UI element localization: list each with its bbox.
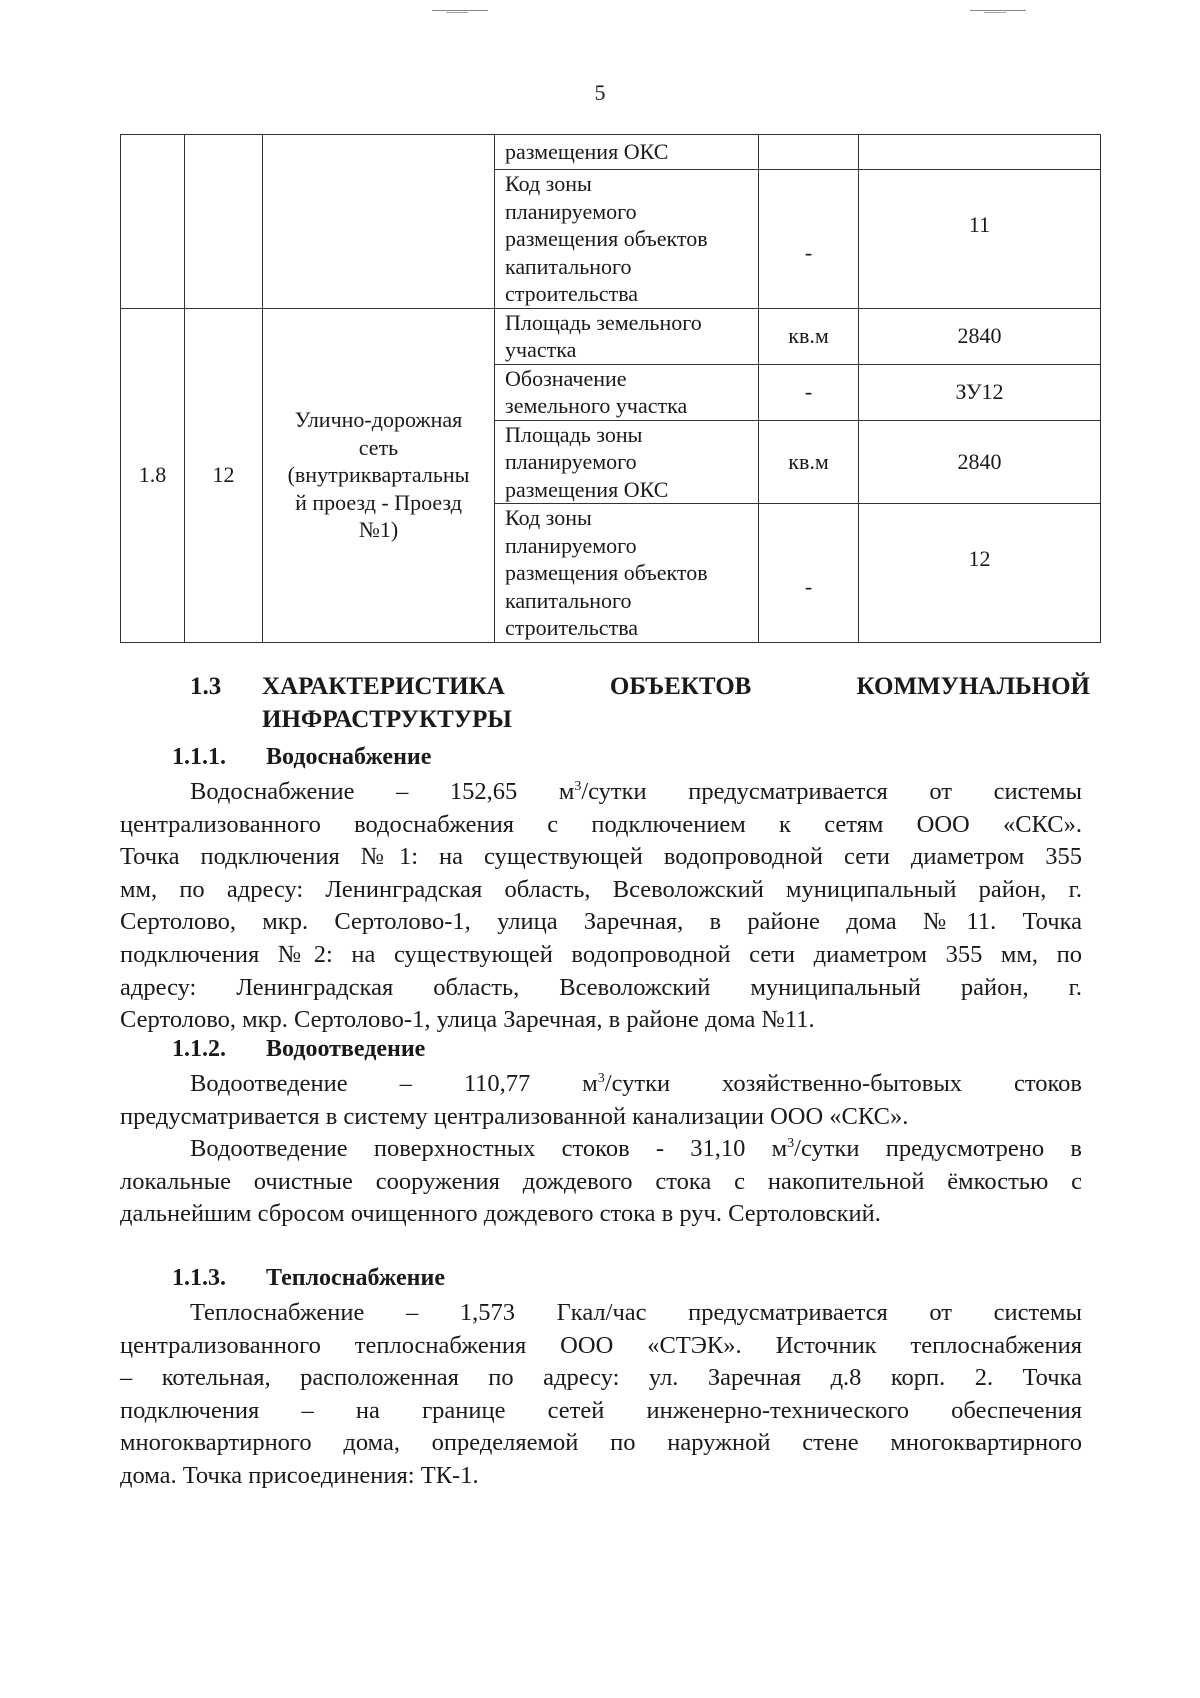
text-line: централизованного водоснабжения с подключением к сетям ООО «СКС». — [120, 810, 1082, 838]
object-name-cell: Улично-дорожная сеть (внутриквартальны й проезд - Проезд №1) — [263, 308, 495, 642]
value-cell: 12 — [859, 504, 1101, 643]
text-line: Водоотведение – 110,77 $м^3$/сутки хозяйственно-бытовых стоков — [190, 1070, 1082, 1097]
value-cell: 2840 — [859, 308, 1101, 364]
unit-cell: - — [759, 504, 859, 643]
param-cell: Код зоны планируемого размещения объектов капитального строительства — [495, 170, 759, 309]
scan-mark-right — [970, 8, 1026, 14]
section-title-line-2: ИНФРАСТРУКТУРЫ — [262, 706, 512, 733]
unit-cell: - — [759, 170, 859, 309]
sewerage-paragraph — [120, 1068, 1082, 1231]
subsection-title: Теплоснабжение — [266, 1265, 445, 1291]
subsection-number: 1.1.3. — [172, 1265, 226, 1291]
section-title-line-1: ХАРАКТЕРИСТИКА ОБЪЕКТОВ КОММУНАЛЬНОЙ — [262, 673, 1090, 700]
subsection-title: Водоотведение — [266, 1036, 426, 1062]
page-number: 5 — [594, 80, 606, 105]
text-line: Теплоснабжение – 1,573 Гкал/час предусматривается от системы — [190, 1299, 1082, 1326]
unit-cell: кв.м — [759, 308, 859, 364]
param-cell: Код зоны планируемого размещения объектов капитального строительства — [495, 504, 759, 643]
text-line: адресу: Ленинградская область, Всеволожский муниципальный район, г. — [120, 973, 1082, 1001]
table-cell-empty — [263, 135, 495, 309]
table-row — [121, 308, 1101, 364]
text-line: дома. Точка присоединения: ТК-1. — [120, 1461, 479, 1489]
unit-cell: - — [759, 364, 859, 420]
value-cell: ЗУ12 — [859, 364, 1101, 420]
text-line: многоквартирного дома, определяемой по наружной стене многоквартирного — [120, 1429, 1082, 1457]
scan-mark-left — [432, 8, 488, 14]
value-cell — [859, 135, 1101, 170]
unit-cell — [759, 135, 859, 170]
text-line: подключения №2: на существующей водопроводной сети диаметром 355 мм, по — [120, 940, 1082, 968]
subsection-water-supply-heading — [172, 744, 431, 771]
section-number: 1.3 — [190, 673, 222, 700]
table-row — [121, 135, 1101, 170]
text-line: мм, по адресу: Ленинградская область, Всеволожский муниципальный район, г. — [120, 875, 1082, 903]
land-parameters-table — [120, 134, 1101, 643]
text-line: – котельная, расположенная по адресу: ул. Заречная д.8 корп. 2. Точка — [120, 1364, 1082, 1392]
text-line: предусматривается в систему централизованной канализации ООО «СКС». — [120, 1102, 909, 1130]
subsection-sewerage-heading — [172, 1036, 425, 1063]
water-supply-paragraph — [120, 776, 1082, 1037]
text-line: дальнейшим сбросом очищенного дождевого стока в руч. Сертоловский. — [120, 1200, 881, 1228]
subsection-number: 1.1.1. — [172, 744, 226, 770]
text-line: подключения – на границе сетей инженерно-технического обеспечения — [120, 1396, 1082, 1424]
table-cell-empty — [121, 135, 185, 309]
text-line: Водоотведение поверхностных стоков - 31,10 $м^3$/сутки предусмотрено в — [190, 1135, 1082, 1163]
param-cell: размещения ОКС — [495, 135, 759, 170]
param-cell: Площадь земельного участка — [495, 308, 759, 364]
subsection-title: Водоснабжение — [266, 744, 432, 770]
subsection-number: 1.1.2. — [172, 1036, 226, 1062]
text-line: Точка подключения №1: на существующей водопроводной сети диаметром 355 — [120, 843, 1082, 871]
text-line: Водоснабжение – 152,65 $м^3$/сутки предусматривается от системы — [190, 778, 1082, 805]
table-cell-empty — [185, 135, 263, 309]
zone-code-cell: 12 — [185, 308, 263, 642]
value-cell: 11 — [859, 170, 1101, 309]
text-line: Сертолово, мкр. Сертолово-1, улица Заречная, в районе дома №11. Точка — [120, 908, 1082, 936]
text-line: Сертолово, мкр. Сертолово-1, улица Заречная, в районе дома №11. — [120, 1006, 815, 1034]
param-cell: Обозначение земельного участка — [495, 364, 759, 420]
heat-supply-paragraph — [120, 1297, 1082, 1493]
subsection-heat-supply-heading — [172, 1265, 445, 1292]
text-line: централизованного теплоснабжения ООО «СТЭК». Источник теплоснабжения — [120, 1331, 1082, 1359]
text-line: локальные очистные сооружения дождевого стока с накопительной ёмкостью с — [120, 1167, 1082, 1195]
param-cell: Площадь зоны планируемого размещения ОКС — [495, 420, 759, 504]
value-cell: 2840 — [859, 420, 1101, 504]
row-number-cell: 1.8 — [121, 308, 185, 642]
unit-cell: кв.м — [759, 420, 859, 504]
